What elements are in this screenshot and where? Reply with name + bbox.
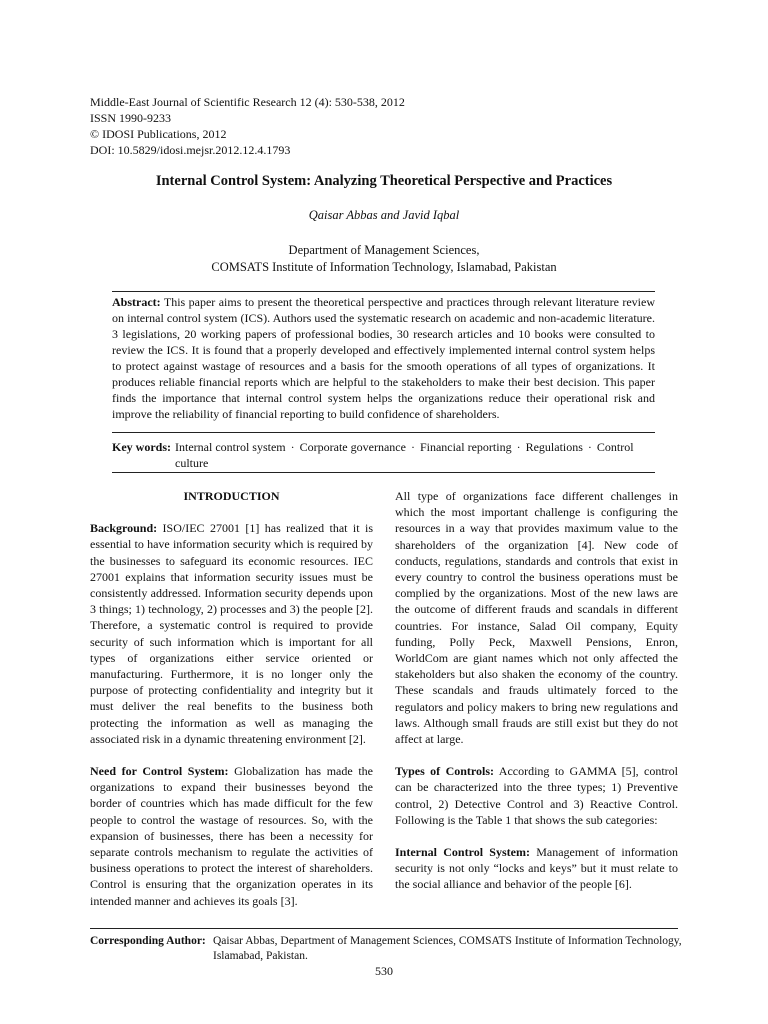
keyword-separator: · bbox=[410, 440, 415, 454]
keywords-bottom-rule bbox=[112, 472, 655, 473]
introduction-heading: INTRODUCTION bbox=[183, 489, 280, 503]
challenges-paragraph: All type of organizations face different challenges in which the most important challenge is configuring the resources in a way that provides maximum value to the shareholders of the organization [4]. New code of conducts, regulations, standards and controls that exist in every country to control the business operations must be complied by the organizations. Most of the new laws are the outcome of different frauds and scandals in different countries. For instance, Salad Oil company, Equity funding, Polly Peck, Maxwell Pensions, Enron, WorldCom are giant names which not only affected the stakeholders but also shaken the economy of the country. These scandals and frauds ultimately forced to the regulators and policy makers to bring new regulations and laws. Although small frauds are still exist but they do not affect at large. bbox=[395, 489, 678, 747]
keywords-list bbox=[175, 439, 655, 471]
left-column bbox=[90, 488, 373, 925]
abstract-label: Abstract: bbox=[112, 295, 161, 309]
doi: DOI: 10.5829/idosi.mejsr.2012.12.4.1793 bbox=[90, 143, 291, 157]
keyword-item: Corporate governance bbox=[299, 440, 406, 454]
corresponding-author-label: Corresponding Author: bbox=[90, 935, 206, 947]
keyword-item: Financial reporting bbox=[419, 440, 512, 454]
right-column bbox=[395, 488, 678, 909]
background-text: ISO/IEC 27001 [1] has realized that it is essential to have information security which is required by the businesses to safeguard its economic resources. IEC 27001 explains that information security issues must be consistently addressed. Information security depends upon 3 things; 1) technology, 2) processes and 3) the people [2]. Therefore, a systematic control is required to provide security of such information which is important for all types of organizations either service oriented or manufacturing. Furthermore, it is no longer only the purpose of protecting confidentiality and integrity but it must deliver the real benefits to the business both protecting the information as well as managing the associated risk in a dynamic threatening environment [2]. bbox=[90, 521, 373, 746]
keyword-separator: · bbox=[587, 440, 592, 454]
need-text: Globalization has made the organizations to expand their businesses beyond the border of countries which has made difficult for the few people to control the wastage of resources. So, with the expansion of businesses, there has been a necessity for separate controls mechanism to regulate the activities of business operations to protect the interest of shareholders. Control is ensuring that the organization operates in its intended manner and achieves its goals [3]. bbox=[90, 764, 373, 908]
affiliation-department: Department of Management Sciences, bbox=[288, 243, 480, 257]
types-paragraph bbox=[395, 763, 678, 828]
background-paragraph bbox=[90, 520, 373, 747]
ics-label: Internal Control System: bbox=[395, 845, 530, 860]
abstract-text: This paper aims to present the theoretical perspective and practices through relevant literature review on internal control system (ICS). Authors used the systematic research on academic and non-academic literature. 3 legislations, 20 working papers of professional bodies, 30 research articles and 10 books were consulted to review the ICS. It is found that a properly developed and effectively implemented internal control system helps to protect against wastage of resources and a basis for the smooth operations of all types of organizations. It produces reliable financial reports which are helpful to the stakeholders to make their best decision. This paper finds the importance that internal control system helps the organizations reduce their operational risk and improve the reliability of financial reporting to build confidence of shareholders. bbox=[112, 295, 655, 421]
keywords-label: Key words: bbox=[112, 440, 171, 454]
paper-authors: Qaisar Abbas and Javid Iqbal bbox=[308, 208, 460, 222]
abstract bbox=[112, 294, 655, 422]
corresponding-author bbox=[90, 934, 690, 964]
copyright: © IDOSI Publications, 2012 bbox=[90, 127, 227, 141]
keyword-item: Regulations bbox=[525, 440, 583, 454]
ics-text: Management of information security is not only “locks and keys” but it must relate to the social alliance and behavior of the people [6]. bbox=[395, 845, 679, 892]
keyword-separator: · bbox=[290, 440, 295, 454]
paper-title: Internal Control System: Analyzing Theoretical Perspective and Practices bbox=[155, 173, 613, 189]
keyword-item: Control culture bbox=[175, 440, 634, 470]
abstract-top-rule bbox=[112, 291, 655, 292]
types-label: Types of Controls: bbox=[395, 764, 495, 779]
footer-rule bbox=[90, 928, 678, 929]
keywords-top-rule bbox=[112, 432, 655, 433]
ics-paragraph bbox=[395, 844, 678, 893]
keyword-separator: · bbox=[516, 440, 521, 454]
types-text: According to GAMMA [5], control can be characterized into the three types; 1) Preventive control, 2) Detective Control and 3) Reactive Control. Following is the Table 1 that shows the sub categories: bbox=[395, 764, 679, 827]
corresponding-author-text: Qaisar Abbas, Department of Management Sciences, COMSATS Institute of Information Technology, Islamabad, Pakistan. bbox=[213, 935, 682, 962]
need-paragraph bbox=[90, 763, 373, 909]
journal-header bbox=[90, 94, 405, 158]
journal-citation: Middle-East Journal of Scientific Research 12 (4): 530-538, 2012 bbox=[90, 95, 405, 109]
need-label: Need for Control System: bbox=[90, 764, 229, 779]
affiliation-institute: COMSATS Institute of Information Technology, Islamabad, Pakistan bbox=[211, 260, 557, 274]
issn: ISSN 1990-9233 bbox=[90, 111, 172, 125]
background-label: Background: bbox=[90, 521, 158, 536]
page-number: 530 bbox=[375, 964, 393, 978]
keyword-item: Internal control system bbox=[175, 440, 286, 454]
affiliation bbox=[0, 242, 768, 276]
keywords bbox=[112, 439, 655, 471]
